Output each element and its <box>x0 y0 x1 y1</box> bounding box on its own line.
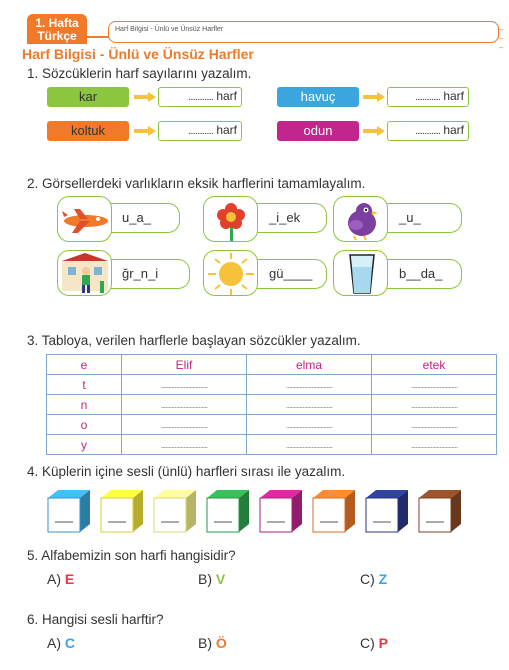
week-label: 1. Hafta <box>35 16 79 30</box>
question-5: 5. Alfabemizin son harfi hangisidir? <box>27 548 236 563</box>
option-c[interactable]: C) P <box>360 635 389 651</box>
option-a[interactable]: A) C <box>47 635 76 651</box>
airplane-icon <box>57 196 112 242</box>
glass-icon <box>333 250 388 296</box>
table-row <box>47 435 497 455</box>
table-blank[interactable]: ............................... <box>372 395 497 415</box>
table-blank[interactable]: ............................... <box>247 375 372 395</box>
answer-box-koltuk[interactable]: .............. harf <box>158 121 242 141</box>
table-blank[interactable]: ............................... <box>372 375 497 395</box>
cube-icon[interactable] <box>311 488 357 534</box>
arrow-icon <box>134 92 156 102</box>
table-row <box>47 395 497 415</box>
table-row <box>47 375 497 395</box>
cube-icon[interactable] <box>99 488 145 534</box>
word-odun: odun <box>277 121 359 141</box>
answer-box-odun[interactable]: .............. harf <box>387 121 469 141</box>
arrow-icon <box>134 126 156 136</box>
arrow-icon <box>363 126 385 136</box>
cube-icon[interactable] <box>258 488 304 534</box>
table-blank[interactable]: ............................... <box>247 415 372 435</box>
cube-icon[interactable] <box>364 488 410 534</box>
cube-icon[interactable] <box>417 488 463 534</box>
table-blank[interactable]: ............................... <box>247 435 372 455</box>
cube-icon[interactable] <box>46 488 92 534</box>
answer-box-kar[interactable]: .............. harf <box>158 87 242 107</box>
table-row <box>47 415 497 435</box>
table-header-row <box>47 355 497 375</box>
table-letter: n <box>47 395 122 415</box>
option-a[interactable]: A) E <box>47 571 75 587</box>
word-kar: kar <box>47 87 129 107</box>
table-blank[interactable]: ............................... <box>122 435 247 455</box>
table-letter: t <box>47 375 122 395</box>
question-3: 3. Tabloya, verilen harflerle başlayan sözcükler yazalım. <box>27 333 361 348</box>
option-c[interactable]: C) Z <box>360 571 388 587</box>
question-4: 4. Küplerin içine sesli (ünlü) harfleri sırası ile yazalım. <box>27 464 346 479</box>
question-1: 1. Sözcüklerin harf sayılarını yazalım. <box>27 66 252 81</box>
word-havuc: havuç <box>277 87 359 107</box>
side-marks: – – – <box>499 25 504 52</box>
table-blank[interactable]: ............................... <box>122 375 247 395</box>
table-blank[interactable]: ............................... <box>247 395 372 415</box>
missing-letters-2[interactable]: _i_ek <box>256 203 327 233</box>
table-blank[interactable]: ............................... <box>372 415 497 435</box>
table-header-cell: elma <box>247 355 372 375</box>
answer-box-havuc[interactable]: .............. harf <box>387 87 469 107</box>
table-header-cell: etek <box>372 355 497 375</box>
missing-letters-3[interactable]: _u_ <box>386 203 462 233</box>
table-header-letter: e <box>47 355 122 375</box>
letter-table <box>46 354 497 455</box>
header-breadcrumb: Harf Bilgisi - Ünlü ve Ünsüz Harfler <box>108 21 499 43</box>
option-b[interactable]: B) Ö <box>198 635 227 651</box>
missing-letters-5[interactable]: gü____ <box>256 259 327 289</box>
missing-letters-1[interactable]: u_a_ <box>109 203 180 233</box>
bird-icon <box>333 196 388 242</box>
cube-icon[interactable] <box>205 488 251 534</box>
cube-icon[interactable] <box>152 488 198 534</box>
table-letter: o <box>47 415 122 435</box>
word-koltuk: koltuk <box>47 121 129 141</box>
student-icon <box>57 250 112 296</box>
table-header-cell: Elif <box>122 355 247 375</box>
missing-letters-6[interactable]: b__da_ <box>386 259 462 289</box>
flower-icon <box>203 196 258 242</box>
page-title: Harf Bilgisi - Ünlü ve Ünsüz Harfler <box>22 46 254 62</box>
sun-icon <box>203 250 258 296</box>
option-b[interactable]: B) V <box>198 571 226 587</box>
table-blank[interactable]: ............................... <box>122 395 247 415</box>
subject-label: Türkçe <box>37 29 77 43</box>
table-letter: y <box>47 435 122 455</box>
table-blank[interactable]: ............................... <box>372 435 497 455</box>
week-badge <box>27 14 87 44</box>
arrow-icon <box>363 92 385 102</box>
question-2: 2. Görsellerdeki varlıkların eksik harflerini tamamlayalım. <box>27 176 366 191</box>
missing-letters-4[interactable]: ğr_n_i <box>109 259 190 289</box>
question-6: 6. Hangisi sesli harftir? <box>27 612 164 627</box>
table-blank[interactable]: ............................... <box>122 415 247 435</box>
